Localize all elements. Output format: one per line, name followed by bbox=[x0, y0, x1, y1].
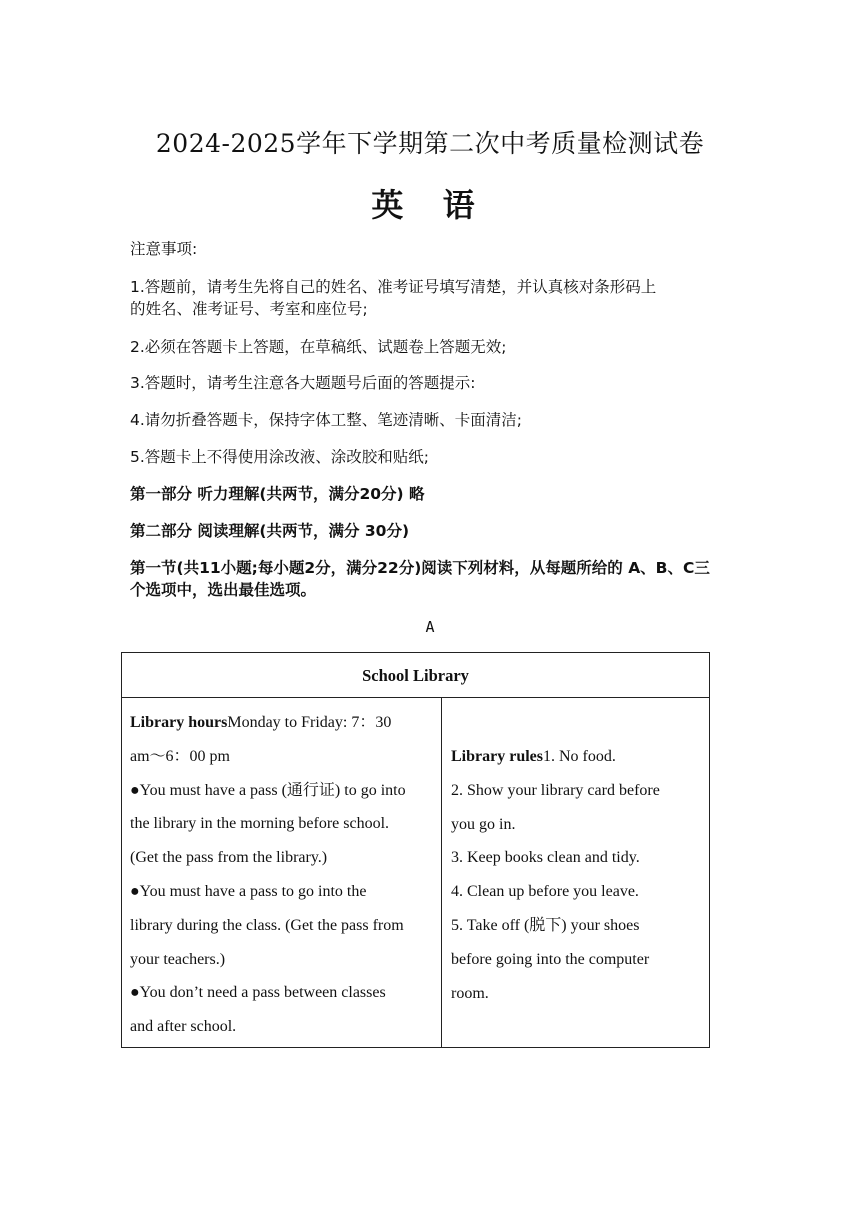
subject-title: 英 语 bbox=[371, 186, 489, 224]
left-line: library during the class. (Get the pass from bbox=[130, 916, 404, 934]
library-hours-line bbox=[130, 706, 433, 740]
left-line: ●You must have a pass (通行证) to go into bbox=[130, 781, 406, 799]
part-2-heading: 第二部分 阅读理解(共两节，满分 30分) bbox=[130, 522, 410, 540]
notice-item-5: 5.答题卡上不得使用涂改液、涂改胶和贴纸; bbox=[130, 448, 430, 466]
part-1-heading: 第一部分 听力理解(共两节，满分20分) 略 bbox=[130, 485, 425, 503]
library-table-title: School Library bbox=[122, 653, 709, 698]
left-line: ●You don’t need a pass between classes bbox=[130, 984, 386, 1002]
right-line: 2. Show your library card before bbox=[451, 781, 660, 799]
exam-title: 2024-2025学年下学期第二次中考质量检测试卷 bbox=[155, 129, 705, 158]
section-1-instructions bbox=[130, 557, 740, 601]
right-line: 4. Clean up before you leave. bbox=[451, 883, 639, 901]
notice-item-4: 4.请勿折叠答题卡，保持字体工整、笔迹清晰、卡面清洁; bbox=[130, 411, 523, 429]
library-rules-line bbox=[451, 740, 701, 774]
right-line: before going into the computer bbox=[451, 950, 650, 968]
notice-item-3: 3.答题时，请考生注意各大题题号后面的答题提示: bbox=[130, 374, 476, 392]
right-line: room. bbox=[451, 984, 489, 1002]
notice-item-1-line-1: 1.答题前，请考生先将自己的姓名、准考证号填写清楚，并认真核对条形码上 bbox=[130, 278, 657, 296]
library-hours-text-2: am～6：00 pm bbox=[130, 747, 230, 765]
library-hours-label: Library hours bbox=[130, 714, 228, 731]
library-rules-cell bbox=[442, 698, 709, 1047]
notice-heading: 注意事项: bbox=[130, 240, 198, 258]
passage-label: A bbox=[425, 618, 435, 636]
library-hours-text-1: Monday to Friday: 7：30 bbox=[227, 714, 392, 731]
right-line: 5. Take off (脱下) your shoes bbox=[451, 916, 640, 934]
right-line: 3. Keep books clean and tidy. bbox=[451, 849, 640, 867]
left-line: your teachers.) bbox=[130, 950, 226, 968]
notice-item-1-line-2: 的姓名、准考证号、考室和座位号; bbox=[130, 300, 368, 318]
left-line: the library in the morning before school. bbox=[130, 815, 390, 833]
section-1-line-2: 个选项中，选出最佳选项。 bbox=[130, 581, 317, 599]
notice-item-2: 2.必须在答题卡上答题，在草稿纸、试题卷上答题无效; bbox=[130, 338, 507, 356]
left-line: ●You must have a pass to go into the bbox=[130, 882, 367, 900]
library-rule-1: 1. No food. bbox=[543, 748, 616, 765]
library-rules-label: Library rules bbox=[451, 748, 543, 765]
right-line: you go in. bbox=[451, 815, 516, 833]
library-hours-cell bbox=[122, 698, 442, 1047]
left-line: (Get the pass from the library.) bbox=[130, 849, 328, 867]
section-1-line-1: 第一节(共11小题;每小题2分，满分22分)阅读下列材料，从每题所给的 A、B、C三 bbox=[130, 559, 710, 577]
left-line: and after school. bbox=[130, 1018, 237, 1036]
notice-item-1 bbox=[130, 276, 740, 320]
library-table bbox=[121, 652, 710, 1048]
